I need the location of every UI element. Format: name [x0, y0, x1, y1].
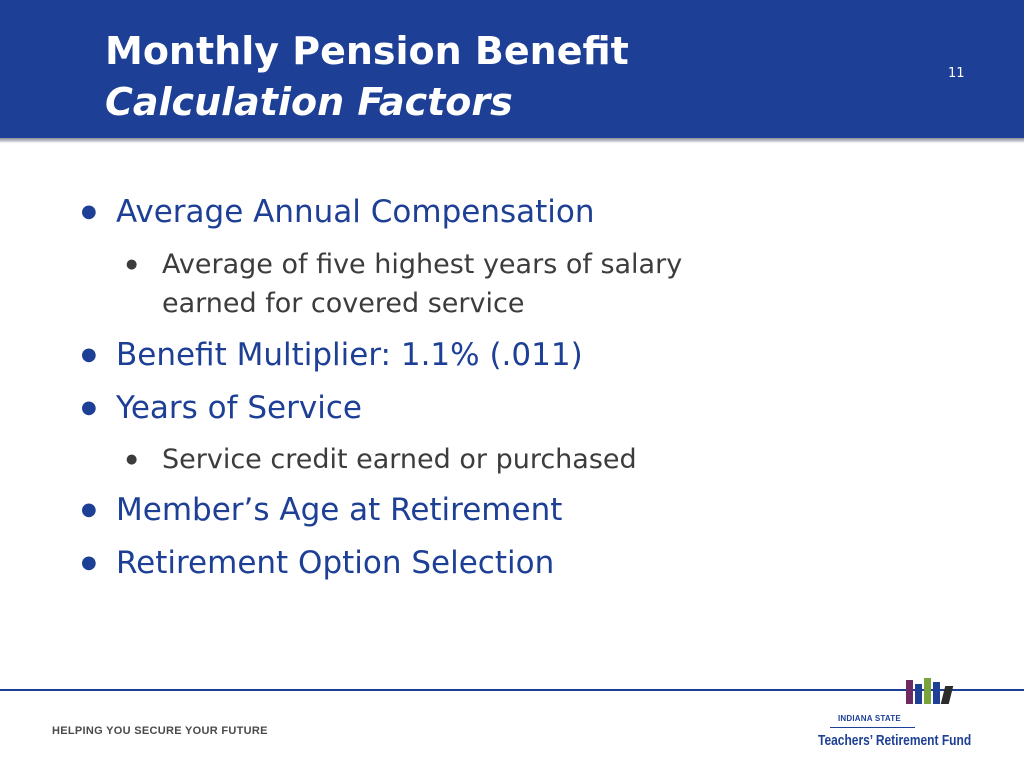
- book-shape: [915, 684, 922, 704]
- logo-underline: [830, 727, 915, 728]
- slide-title: Monthly Pension Benefit: [105, 29, 629, 73]
- bullet-text: Member’s Age at Retirement: [116, 492, 563, 528]
- footer-divider: [0, 689, 1024, 691]
- bullet-text: Average Annual Compensation: [116, 194, 595, 230]
- header-divider: [0, 138, 1024, 142]
- bullet-dot-icon: ●: [81, 499, 97, 520]
- logo-state-text: INDIANA STATE: [838, 714, 901, 723]
- slide-header: [0, 0, 1024, 138]
- bullet-dot-icon: ●: [81, 397, 97, 418]
- bullet-dot-icon: ●: [126, 257, 138, 272]
- book-shape: [906, 680, 913, 704]
- footer-tagline: HELPING YOU SECURE YOUR FUTURE: [52, 725, 268, 737]
- trf-logo: [818, 702, 983, 754]
- bullet-text: Retirement Option Selection: [116, 545, 555, 581]
- bullet-text: Benefit Multiplier: 1.1% (.011): [116, 337, 583, 373]
- bullet-text: Years of Service: [116, 390, 362, 426]
- book-shape: [924, 678, 931, 704]
- slide-number: 11: [948, 66, 965, 81]
- sub-bullet-text: Average of five highest years of salary: [162, 249, 683, 280]
- bullet-dot-icon: ●: [126, 452, 138, 467]
- bullet-dot-icon: ●: [81, 552, 97, 573]
- logo-name-text: Teachers’ Retirement Fund: [818, 732, 972, 749]
- sub-bullet-text: Service credit earned or purchased: [162, 444, 637, 475]
- slide-subtitle: Calculation Factors: [105, 80, 513, 124]
- bullet-dot-icon: ●: [81, 201, 97, 222]
- book-shape: [933, 682, 940, 704]
- sub-bullet-text: earned for covered service: [162, 288, 525, 319]
- bullet-dot-icon: ●: [81, 344, 97, 365]
